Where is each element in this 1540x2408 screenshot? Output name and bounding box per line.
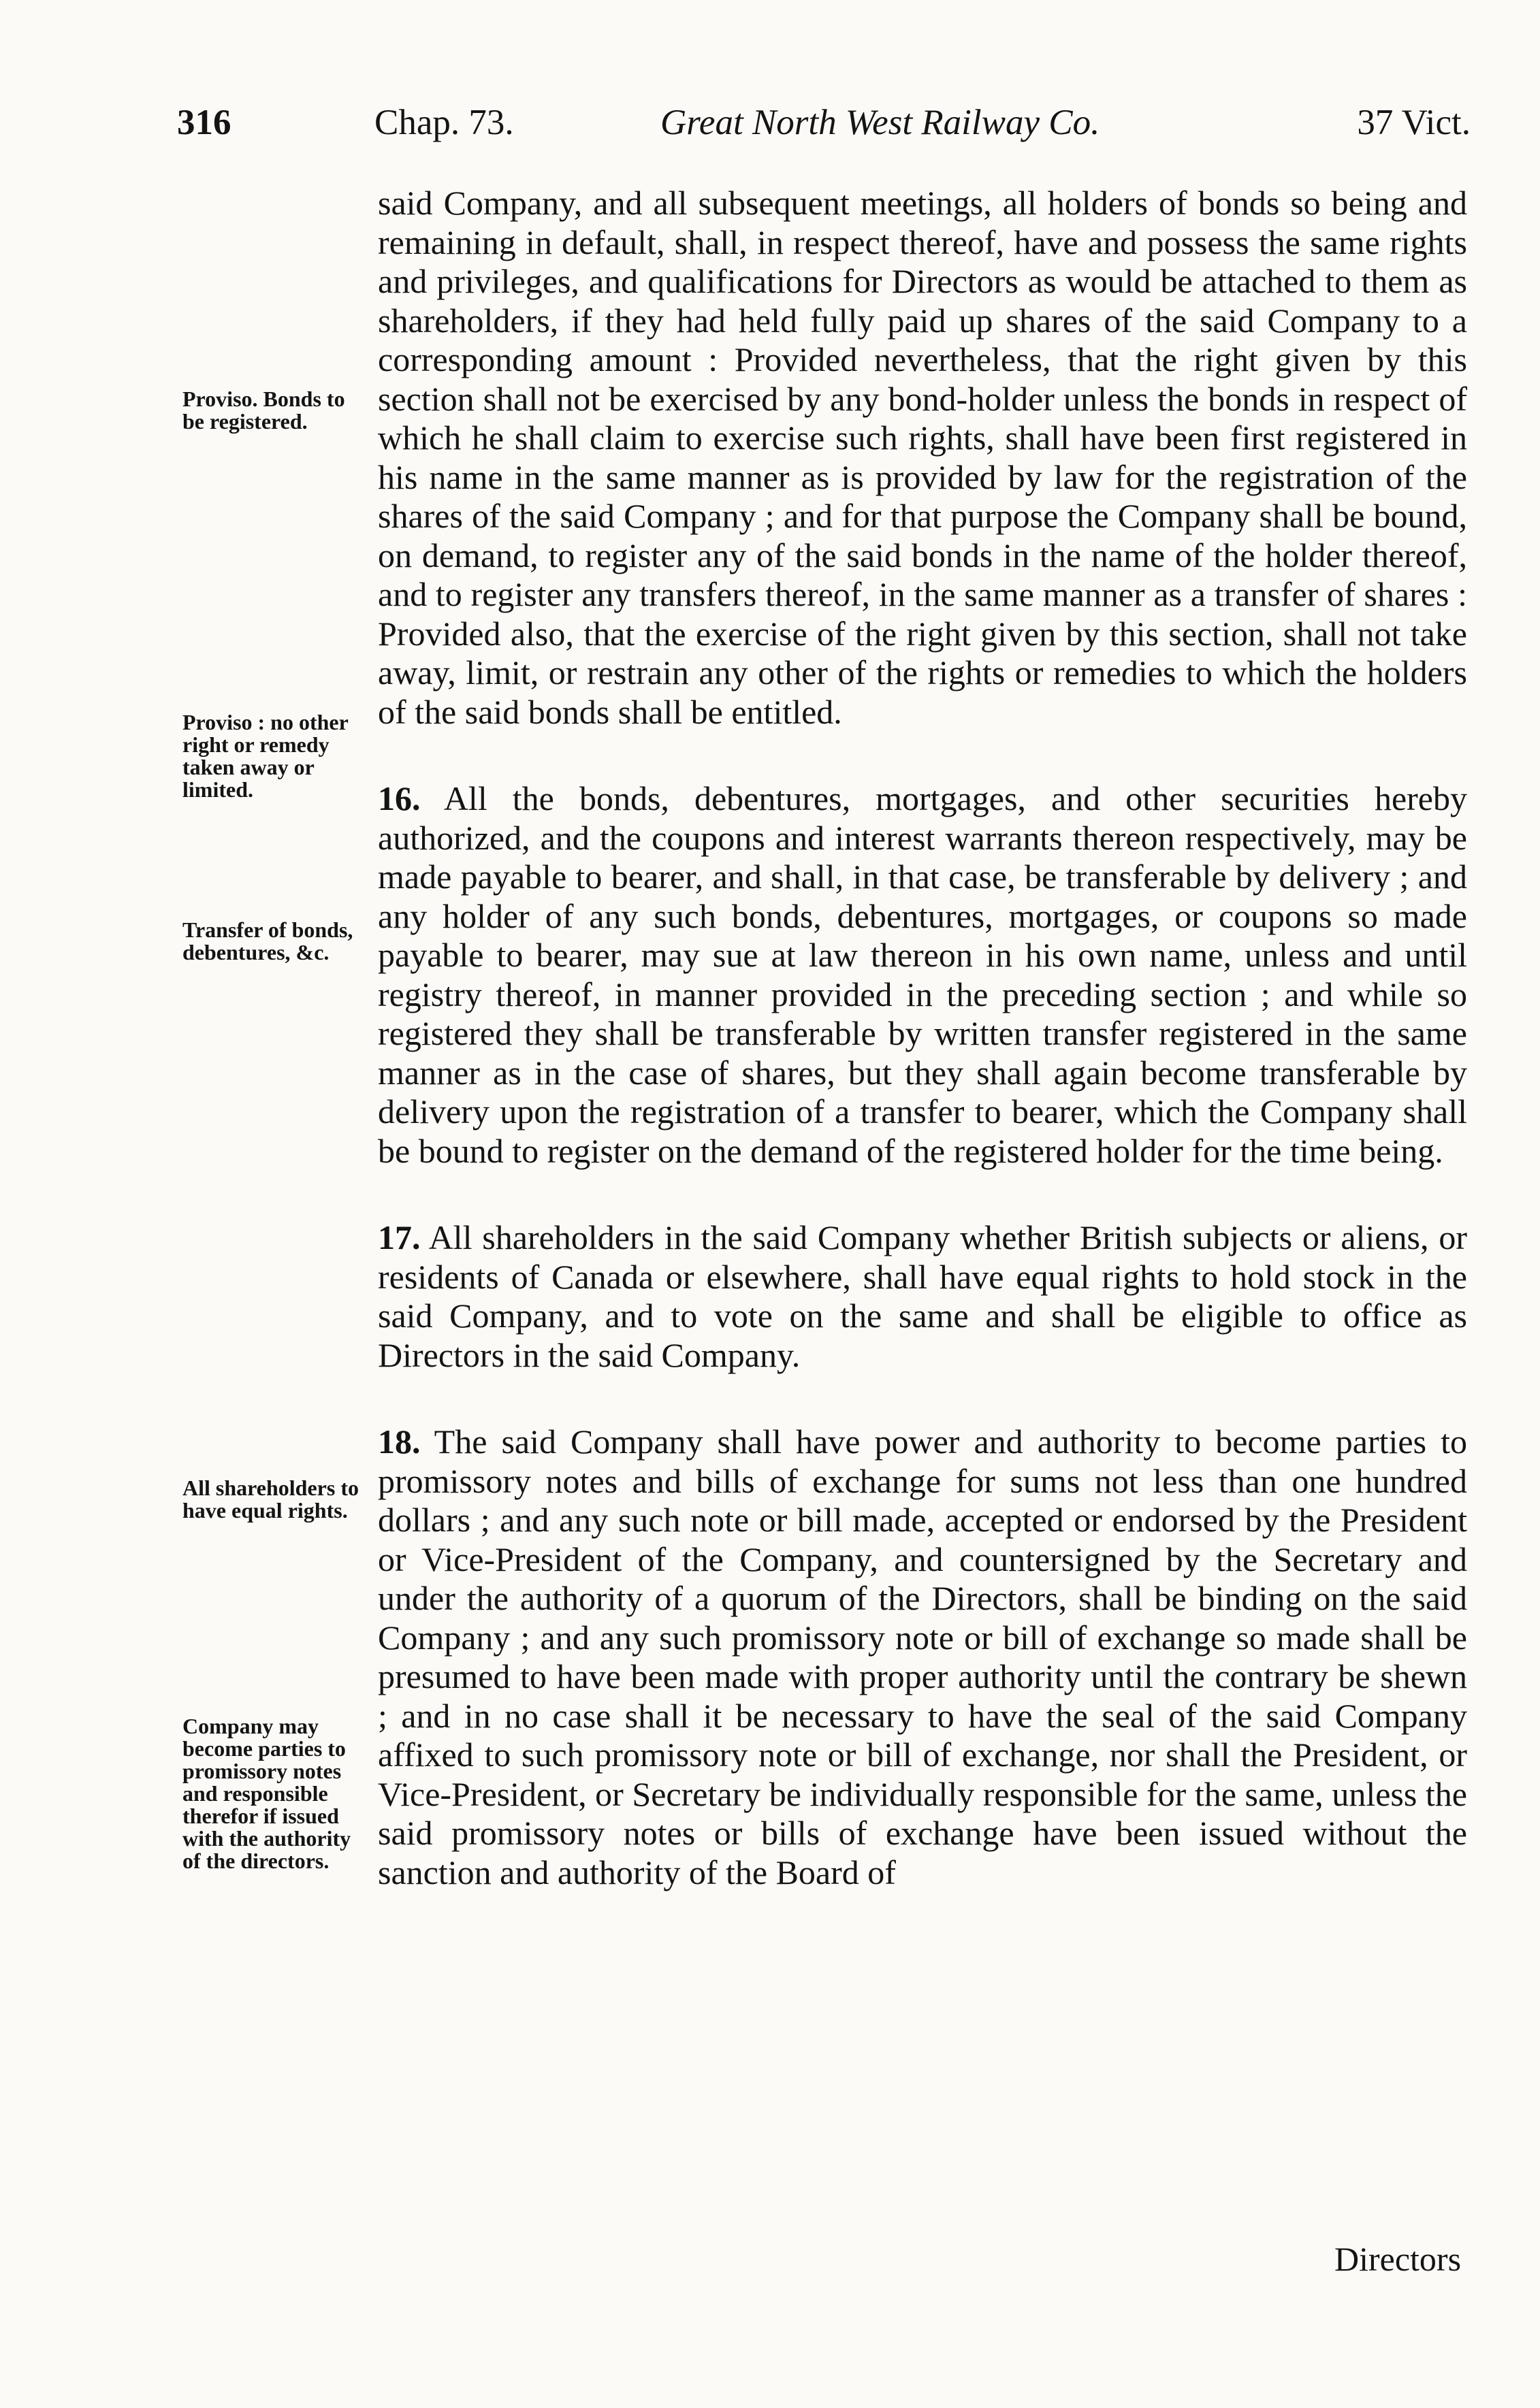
margin-note: All shareholders to have equal rights. [182,1476,359,1523]
margin-note: Transfer of bonds, debentures, &c. [182,917,353,964]
paragraph-text: said Company, and all subsequent meetings, all holders of bonds so being and remaining in default, shall, in respect thereof, have and possess the same rights and privileges, and qualifications for Directors as would be attached to them as shareholders, if they had held fully paid up shares of the said Company to a corresponding amount : Provided nevertheless, that the right given by this section shall not be exercised by any bond-holder unless the bonds in respect of which he shall claim to exercise such rights, shall have been first registered in his name in the same manner as is provided by law for the registration of the shares of the said Company ; and for that purpose the Company shall be bound, on demand, to register any of the said bonds in the name of the holder thereof, and to register any transfers thereof, in the same manner as a transfer of shares : Provided also, that the exercise of the right given by this section, shall not take away, limit, or restrain any other of the rights or remedies to which the holders of the said bonds shall be entitled. [378,184,1467,731]
section-number: 18. [378,1422,421,1461]
paragraph-text: The said Company shall have power and authority to become parties to promissory notes and bills of exchange for sums not less than one hundred dollars ; and any such note or bill made, accepted or endorsed by the President or Vice-President of the Company, and countersigned by the Secretary and under the authority of a quorum of the Directors, shall be binding on the said Company ; and any such promissory note or bill of exchange so made shall be presumed to have been made with proper authority until the contrary be shewn ; and in no case shall it be necessary to have the seal of the said Company affixed to such promissory note or bill of exchange, nor shall the President, or Vice-President, or Secretary be individually responsible for the same, unless the said promissory notes or bills of exchange have been issued without the sanction and authority of the Board of [378,1422,1467,1891]
catchword: Directors [1334,2240,1462,2278]
section-18 [378,1422,1467,1892]
margin-note: Proviso. Bonds to be registered. [182,387,345,434]
margin-note: Company may become parties to promissory notes and responsible therefor if issued with the authority of the directors. [182,1714,351,1873]
paragraph-continued [378,184,1467,732]
running-title: Great North West Railway Co. [660,103,1100,142]
section-16 [378,779,1467,1171]
page-number: 316 [177,103,231,142]
section-number: 16. [378,779,421,817]
section-number: 17. [378,1218,421,1256]
margin-note: Proviso : no other right or remedy taken away or limited. [182,710,349,802]
paragraph-text: All the bonds, debentures, mortgages, and other securities hereby authorized, and the coupons and interest warrants thereon respectively, may be made payable to bearer, and shall, in that case, be transferable by delivery ; and any holder of any such bonds, debentures, mortgages, or coupons so made payable to bearer, may sue at law thereon in his own name, unless and until registry thereof, in manner provided in the preceding section ; and while so registered they shall be transferable by written transfer registered in the same manner as in the case of shares, but they shall again become transferable by delivery upon the registration of a transfer to bearer, which the Company shall be bound to register on the demand of the registered holder for the time being. [378,779,1467,1170]
main-text [378,184,1467,1892]
chapter-label: Chap. 73. [374,103,514,142]
running-header [177,102,1471,163]
regnal-year: 37 Vict. [1357,103,1471,142]
paragraph-text: All shareholders in the said Company whether British subjects or aliens, or residents of Canada or elsewhere, shall have equal rights to hold stock in the said Company, and to vote on the same and shall be eligible to office as Directors in the said Company. [378,1218,1467,1374]
section-17 [378,1218,1467,1375]
